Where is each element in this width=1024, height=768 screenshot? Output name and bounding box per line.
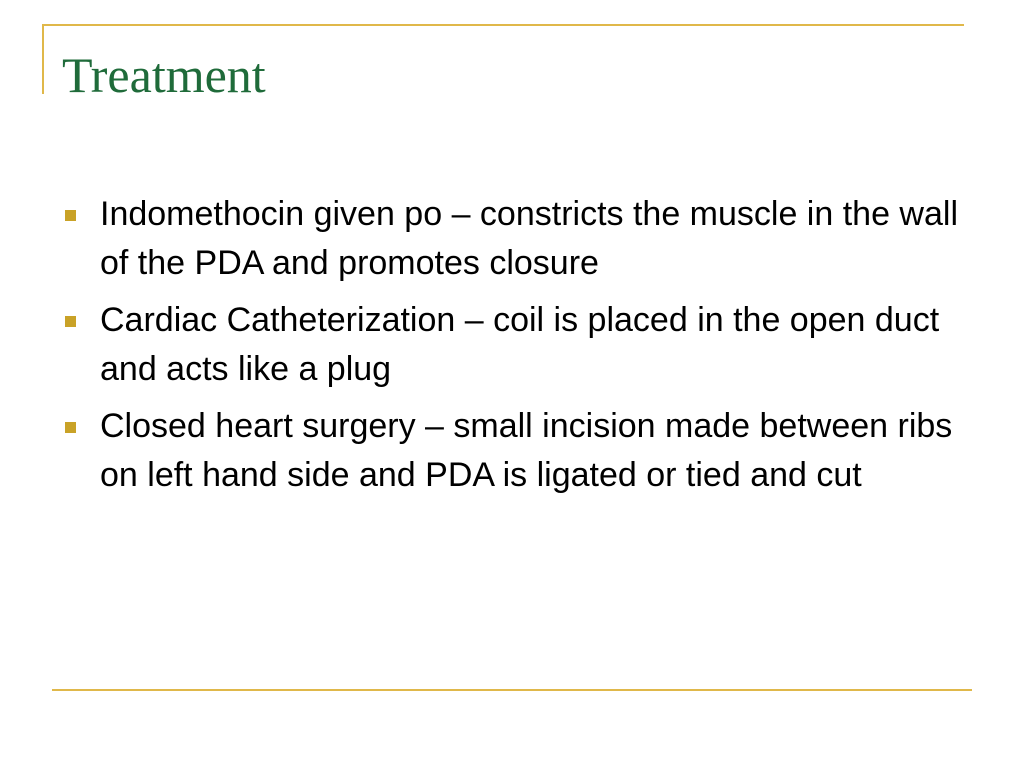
- bullet-list: [62, 190, 962, 508]
- square-bullet-icon: [65, 422, 76, 433]
- left-accent-line: [42, 24, 44, 94]
- list-item: [62, 402, 962, 500]
- square-bullet-icon: [65, 316, 76, 327]
- list-item: [62, 296, 962, 394]
- list-item: [62, 190, 962, 288]
- square-bullet-icon: [65, 210, 76, 221]
- bottom-accent-line: [52, 689, 972, 691]
- bullet-text: Closed heart surgery – small incision made between ribs on left hand side and PDA is ligated or tied and cut: [100, 407, 953, 494]
- bullet-text: Indomethocin given po – constricts the muscle in the wall of the PDA and promotes closure: [100, 195, 959, 282]
- top-accent-line: [42, 24, 964, 26]
- slide-title: Treatment: [62, 47, 266, 103]
- bullet-text: Cardiac Catheterization – coil is placed in the open duct and acts like a plug: [100, 301, 940, 388]
